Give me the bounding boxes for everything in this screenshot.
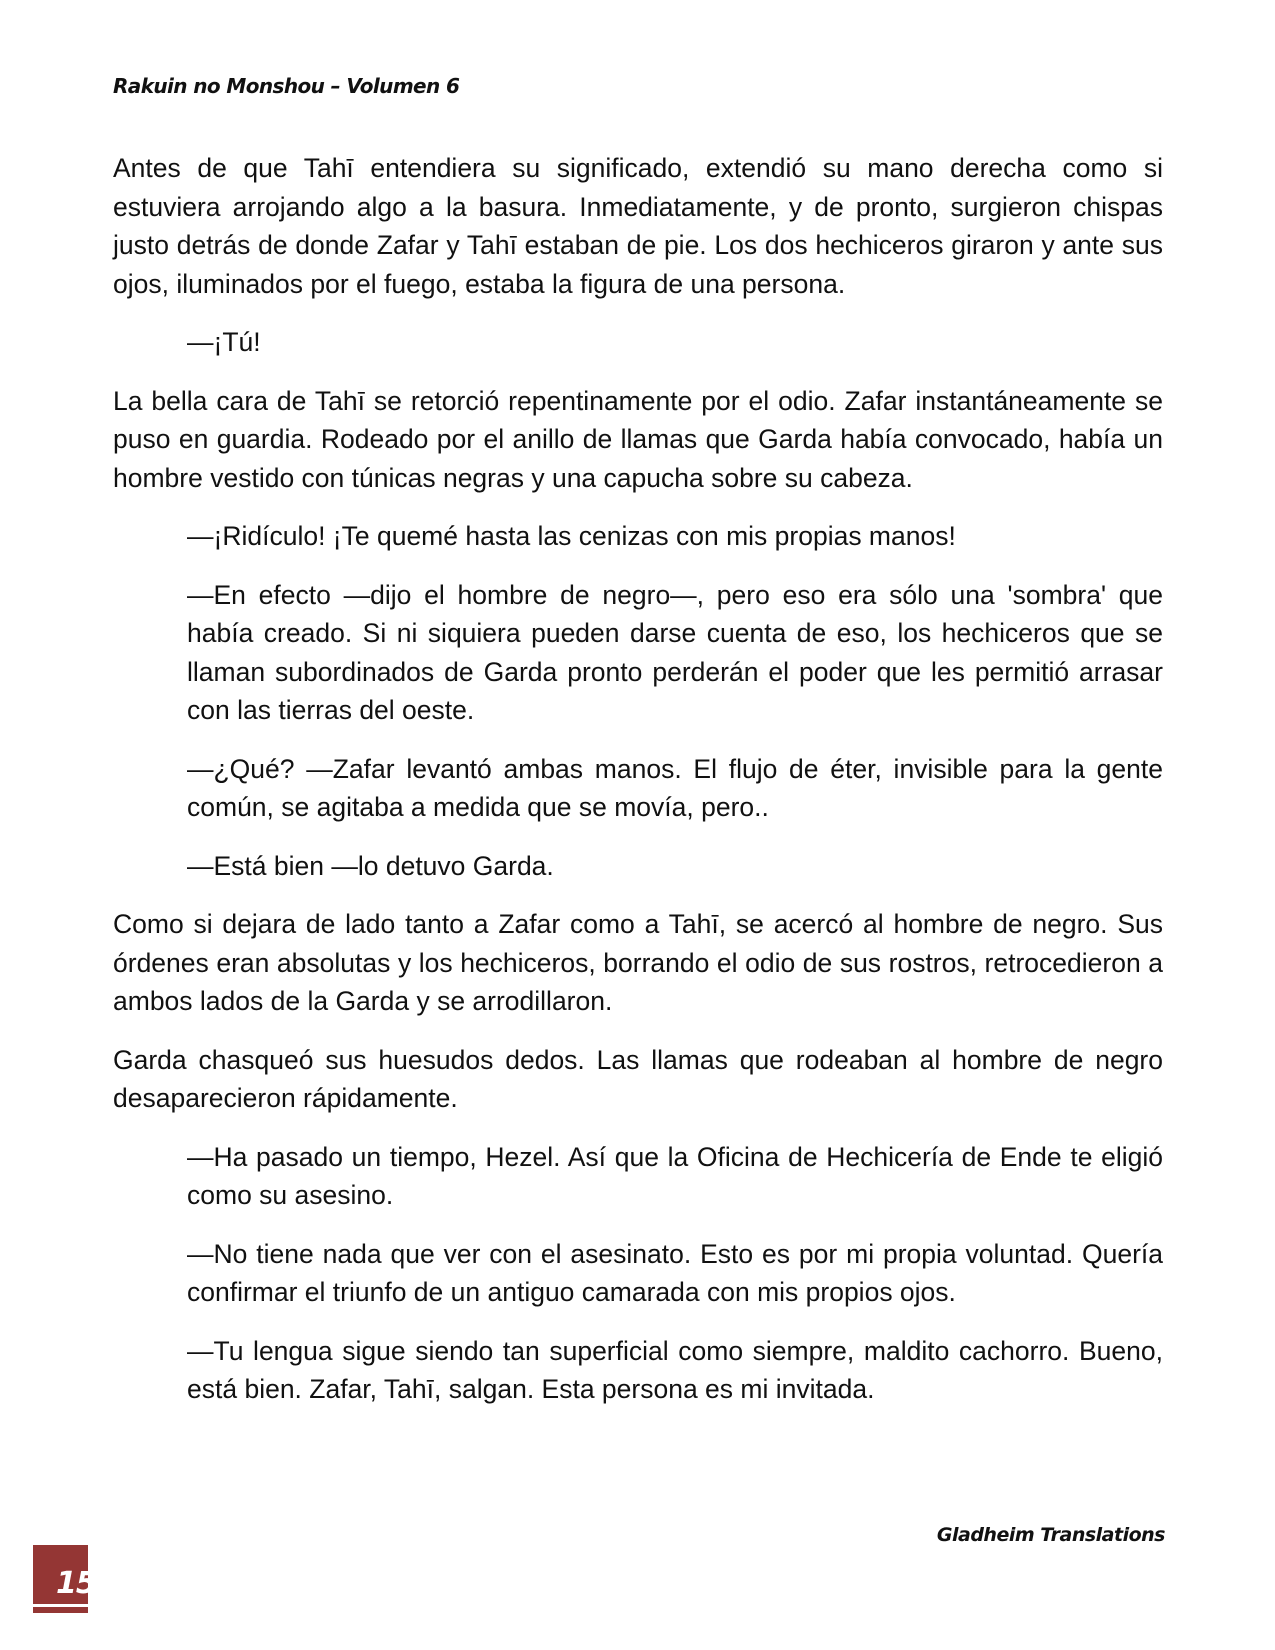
dialogue-line: —¡Tú!: [187, 327, 261, 357]
paragraph: Garda chasqueó sus huesudos dedos. Las llamas que rodeaban al hombre de negro desaparecieron rápidamente.: [113, 1044, 1163, 1113]
page-number: 15: [56, 1566, 96, 1601]
footer-credit: Gladheim Translations: [936, 1524, 1165, 1546]
dialogue-line: —¡Ridículo! ¡Te quemé hasta las cenizas con mis propias manos!: [187, 521, 956, 551]
dialogue-line: —En efecto —dijo el hombre de negro—, pero eso era sólo una 'sombra' que había creado. Si ni siquiera pueden darse cuenta de eso, los hechiceros que se llaman subordinados de Garda pronto perderán el poder que les permitió arrasar con las tierras del oeste.: [187, 579, 1163, 725]
paragraph: Antes de que Tahī entendiera su significado, extendió su mano derecha como si estuviera arrojando algo a la basura. Inmediatamente, y de pronto, surgieron chispas justo detrás de donde Zafar y Tahī estaban de pie. Los dos hechiceros giraron y ante sus ojos, iluminados por el fuego, estaba la figura de una persona.: [113, 153, 1163, 299]
dialogue-line: —No tiene nada que ver con el asesinato. Esto es por mi propia voluntad. Quería confirmar el triunfo de un antiguo camarada con mis propios ojos.: [187, 1238, 1163, 1307]
page-header-title: Rakuin no Monshou – Volumen 6: [113, 74, 460, 98]
paragraph: Como si dejara de lado tanto a Zafar como a Tahī, se acercó al hombre de negro. Sus órdenes eran absolutas y los hechiceros, borrando el odio de sus rostros, retrocedieron a ambos lados de la Garda y se arrodillaron.: [113, 909, 1163, 1016]
body-text: [113, 149, 1163, 1429]
dialogue-line: —Tu lengua sigue siendo tan superficial como siempre, maldito cachorro. Bueno, está bien. Zafar, Tahī, salgan. Esta persona es mi invitada.: [187, 1335, 1163, 1404]
page-number-rule: [33, 1604, 88, 1607]
dialogue-line: —Está bien —lo detuvo Garda.: [187, 850, 554, 881]
dialogue-line: —Ha pasado un tiempo, Hezel. Así que la Oficina de Hechicería de Ende te eligió como su asesino.: [187, 1141, 1163, 1210]
paragraph: La bella cara de Tahī se retorció repentinamente por el odio. Zafar instantáneamente se puso en guardia. Rodeado por el anillo de llamas que Garda había convocado, había un hombre vestido con túnicas negras y una capucha sobre su cabeza.: [113, 385, 1163, 493]
dialogue-line: —¿Qué? —Zafar levantó ambas manos. El flujo de éter, invisible para la gente común, se agitaba a medida que se movía, pero..: [187, 753, 1163, 822]
